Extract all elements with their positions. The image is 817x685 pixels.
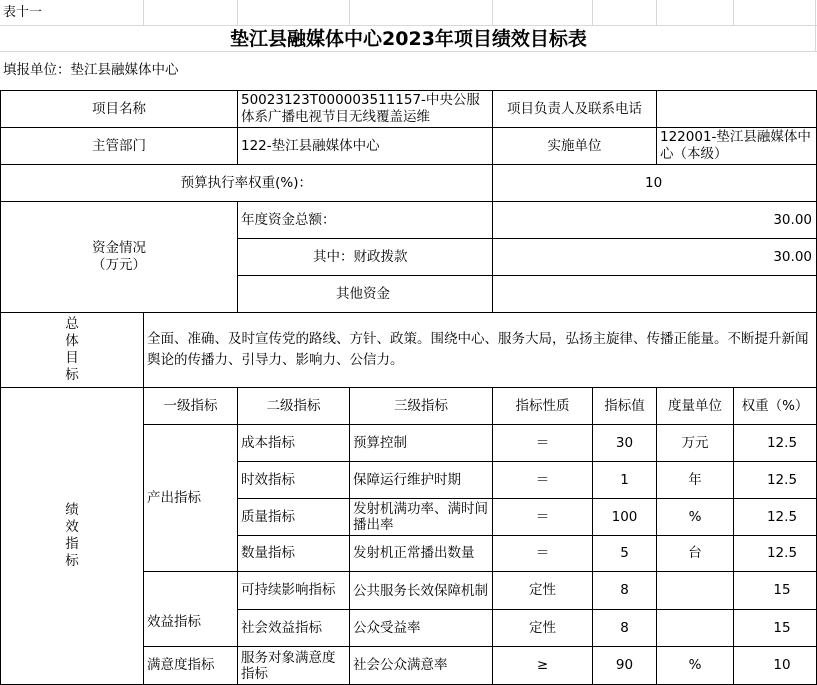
header-level1: 一级指标 — [143, 387, 238, 425]
header-nature: 指标性质 — [492, 387, 593, 425]
row-weight: 15 — [733, 571, 817, 610]
row-unit: 台 — [656, 535, 734, 572]
impl-unit-value: 122001-垫江县融媒体中心（本级） — [656, 127, 817, 165]
row-level3: 预算控制 — [349, 424, 493, 462]
row-value: 100 — [592, 498, 657, 536]
overall-target-char: 标 — [65, 367, 79, 383]
other-funds-label: 其他资金 — [237, 275, 493, 313]
row-weight: 15 — [733, 609, 817, 647]
row-nature: ＝ — [492, 535, 593, 572]
overall-target-char: 总 — [65, 316, 79, 332]
department-label: 主管部门 — [0, 127, 238, 165]
table-number: 表十一 — [3, 5, 43, 20]
funds-label: 资金情况 （万元） — [0, 201, 238, 313]
header-weight: 权重（%） — [733, 387, 817, 425]
row-level2: 可持续影响指标 — [237, 571, 350, 610]
project-leader-value — [656, 90, 817, 128]
row-level2: 质量指标 — [237, 498, 350, 536]
project-leader-label: 项目负责人及联系电话 — [492, 90, 657, 128]
row-weight: 12.5 — [733, 498, 817, 536]
row-unit — [656, 571, 734, 610]
row-value: 5 — [592, 535, 657, 572]
overall-target-char: 体 — [65, 333, 79, 349]
annual-total-value: 30.00 — [492, 201, 817, 239]
row-level3: 发射机正常播出数量 — [349, 535, 493, 572]
overall-target-char: 目 — [65, 350, 79, 366]
row-level3: 发射机满功率、满时间播出率 — [349, 498, 493, 536]
row-nature: 定性 — [492, 609, 593, 647]
row-level2: 服务对象满意度指标 — [237, 646, 350, 685]
row-level3: 公共服务长效保障机制 — [349, 571, 493, 610]
row-weight: 12.5 — [733, 535, 817, 572]
budget-weight-value: 10 — [492, 164, 817, 202]
row-unit: 万元 — [656, 424, 734, 462]
row-value: 8 — [592, 609, 657, 647]
row-unit — [656, 609, 734, 647]
row-nature: ＝ — [492, 498, 593, 536]
perf-indicators-char: 效 — [65, 519, 79, 535]
perf-indicators-label — [0, 387, 144, 685]
row-weight: 12.5 — [733, 461, 817, 499]
row-level2: 社会效益指标 — [237, 609, 350, 647]
fiscal-label: 其中：财政拨款 — [237, 238, 493, 276]
header-unit: 度量单位 — [656, 387, 734, 425]
header-level3: 三级指标 — [349, 387, 493, 425]
annual-total-label: 年度资金总额： — [237, 201, 493, 239]
overall-target-label — [0, 312, 144, 388]
page-title: 垫江县融媒体中心2023年项目绩效目标表 — [230, 28, 587, 50]
row-value: 90 — [592, 646, 657, 685]
row-level3: 公众受益率 — [349, 609, 493, 647]
overall-target-text: 全面、准确、及时宣传党的路线、方针、政策。围绕中心、服务大局，弘扬主旋律、传播正能量。不断提升新闻舆论的传播力、引导力、影响力、公信力。 — [143, 312, 817, 388]
row-nature: ＝ — [492, 461, 593, 499]
row-nature: ≥ — [492, 646, 593, 685]
impl-unit-label: 实施单位 — [492, 127, 657, 165]
row-level2: 数量指标 — [237, 535, 350, 572]
row-level2: 时效指标 — [237, 461, 350, 499]
perf-indicators-char: 绩 — [65, 502, 79, 518]
row-weight: 10 — [733, 646, 817, 685]
row-level3: 社会公众满意率 — [349, 646, 493, 685]
row-value: 8 — [592, 571, 657, 610]
row-unit: 年 — [656, 461, 734, 499]
row-level3: 保障运行维护时期 — [349, 461, 493, 499]
fiscal-value: 30.00 — [492, 238, 817, 276]
perf-indicators-char: 指 — [65, 536, 79, 552]
other-funds-value — [492, 275, 817, 313]
row-nature: 定性 — [492, 571, 593, 610]
row-unit: % — [656, 498, 734, 536]
header-level2: 二级指标 — [237, 387, 350, 425]
department-value: 122-垫江县融媒体中心 — [237, 127, 493, 165]
budget-weight-label: 预算执行率权重(%)： — [0, 164, 493, 202]
row-unit: % — [656, 646, 734, 685]
group-benefit: 效益指标 — [143, 571, 238, 647]
perf-indicators-char: 标 — [65, 553, 79, 569]
row-weight: 12.5 — [733, 424, 817, 462]
project-name-label: 项目名称 — [0, 90, 238, 128]
row-value: 30 — [592, 424, 657, 462]
reporting-unit: 填报单位：垫江县融媒体中心 — [3, 62, 179, 78]
group-satisfaction: 满意度指标 — [143, 646, 238, 685]
header-value: 指标值 — [592, 387, 657, 425]
group-output: 产出指标 — [143, 424, 238, 572]
project-name-value: 50023123T000003511157-中央公服体系广播电视节目无线覆盖运维 — [237, 90, 493, 128]
row-level2: 成本指标 — [237, 424, 350, 462]
row-value: 1 — [592, 461, 657, 499]
row-nature: ＝ — [492, 424, 593, 462]
